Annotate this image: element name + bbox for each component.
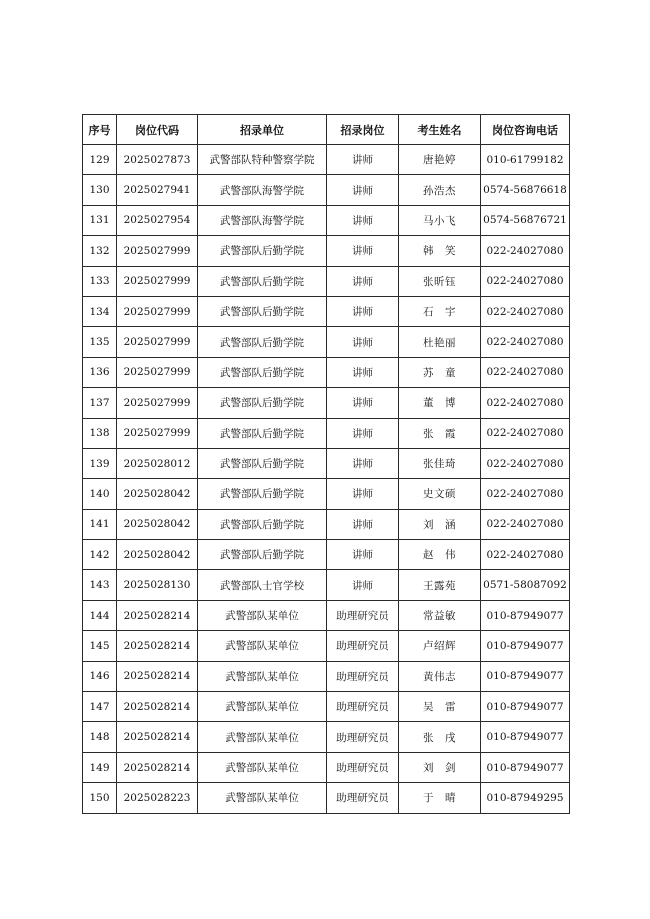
table-row	[83, 692, 570, 722]
table-row	[83, 722, 570, 752]
cell-index: 144	[83, 600, 117, 630]
cell-phone: 010-87949295	[481, 783, 570, 813]
cell-recruiting-unit: 武警部队后勤学院	[198, 296, 327, 326]
table-row	[83, 205, 570, 235]
cell-position-code: 2025028042	[117, 540, 198, 570]
table-row	[83, 448, 570, 478]
cell-position: 讲师	[327, 448, 399, 478]
cell-position: 讲师	[327, 175, 399, 205]
cell-position: 讲师	[327, 418, 399, 448]
cell-position: 助理研究员	[327, 600, 399, 630]
cell-candidate-name: 张 霞	[399, 418, 481, 448]
table-row	[83, 388, 570, 418]
cell-candidate-name: 黄伟志	[399, 661, 481, 691]
table-row	[83, 479, 570, 509]
table-row	[83, 783, 570, 813]
cell-recruiting-unit: 武警部队后勤学院	[198, 236, 327, 266]
table-row	[83, 145, 570, 175]
header-position: 招录岗位	[327, 115, 399, 145]
cell-phone: 022-24027080	[481, 357, 570, 387]
cell-position: 助理研究员	[327, 661, 399, 691]
cell-recruiting-unit: 武警部队某单位	[198, 661, 327, 691]
cell-position-code: 2025027999	[117, 236, 198, 266]
cell-index: 135	[83, 327, 117, 357]
cell-position: 助理研究员	[327, 783, 399, 813]
cell-recruiting-unit: 武警部队后勤学院	[198, 418, 327, 448]
cell-position-code: 2025028042	[117, 509, 198, 539]
cell-candidate-name: 唐艳婷	[399, 145, 481, 175]
cell-phone: 022-24027080	[481, 448, 570, 478]
table-row	[83, 631, 570, 661]
cell-candidate-name: 刘 剑	[399, 752, 481, 782]
table-row	[83, 296, 570, 326]
table-header	[83, 115, 570, 145]
cell-index: 134	[83, 296, 117, 326]
cell-position-code: 2025027954	[117, 205, 198, 235]
table-body	[83, 145, 570, 814]
cell-recruiting-unit: 武警部队士官学校	[198, 570, 327, 600]
cell-position: 讲师	[327, 388, 399, 418]
cell-phone: 022-24027080	[481, 236, 570, 266]
cell-position-code: 2025027999	[117, 418, 198, 448]
table-row	[83, 540, 570, 570]
cell-position-code: 2025028214	[117, 752, 198, 782]
cell-recruiting-unit: 武警部队后勤学院	[198, 266, 327, 296]
cell-index: 130	[83, 175, 117, 205]
cell-position: 讲师	[327, 296, 399, 326]
cell-position: 讲师	[327, 236, 399, 266]
cell-index: 141	[83, 509, 117, 539]
cell-position-code: 2025027999	[117, 388, 198, 418]
cell-position: 讲师	[327, 357, 399, 387]
cell-candidate-name: 韩 笑	[399, 236, 481, 266]
table-row	[83, 327, 570, 357]
cell-index: 143	[83, 570, 117, 600]
cell-position-code: 2025028042	[117, 479, 198, 509]
cell-recruiting-unit: 武警部队某单位	[198, 600, 327, 630]
cell-candidate-name: 赵 伟	[399, 540, 481, 570]
cell-index: 147	[83, 692, 117, 722]
candidate-table	[82, 114, 570, 814]
cell-index: 138	[83, 418, 117, 448]
cell-candidate-name: 石 宇	[399, 296, 481, 326]
cell-phone: 010-87949077	[481, 752, 570, 782]
table-row	[83, 752, 570, 782]
table-row	[83, 570, 570, 600]
table-row	[83, 266, 570, 296]
cell-candidate-name: 苏 童	[399, 357, 481, 387]
cell-position: 讲师	[327, 327, 399, 357]
cell-index: 149	[83, 752, 117, 782]
cell-recruiting-unit: 武警部队某单位	[198, 631, 327, 661]
cell-candidate-name: 王露苑	[399, 570, 481, 600]
cell-candidate-name: 马小飞	[399, 205, 481, 235]
cell-index: 150	[83, 783, 117, 813]
cell-position-code: 2025028130	[117, 570, 198, 600]
cell-candidate-name: 刘 涵	[399, 509, 481, 539]
cell-position: 助理研究员	[327, 722, 399, 752]
cell-recruiting-unit: 武警部队后勤学院	[198, 357, 327, 387]
header-phone: 岗位咨询电话	[481, 115, 570, 145]
cell-phone: 0574-56876618	[481, 175, 570, 205]
cell-position-code: 2025028223	[117, 783, 198, 813]
cell-recruiting-unit: 武警部队某单位	[198, 783, 327, 813]
cell-index: 131	[83, 205, 117, 235]
cell-candidate-name: 常益敏	[399, 600, 481, 630]
table-row	[83, 236, 570, 266]
cell-recruiting-unit: 武警部队某单位	[198, 692, 327, 722]
cell-index: 146	[83, 661, 117, 691]
cell-position-code: 2025027999	[117, 266, 198, 296]
cell-candidate-name: 张昕钰	[399, 266, 481, 296]
cell-recruiting-unit: 武警部队后勤学院	[198, 388, 327, 418]
cell-phone: 0574-56876721	[481, 205, 570, 235]
cell-position: 讲师	[327, 145, 399, 175]
cell-phone: 010-87949077	[481, 631, 570, 661]
cell-index: 139	[83, 448, 117, 478]
cell-recruiting-unit: 武警部队海警学院	[198, 205, 327, 235]
cell-candidate-name: 史文硕	[399, 479, 481, 509]
cell-phone: 022-24027080	[481, 296, 570, 326]
cell-recruiting-unit: 武警部队后勤学院	[198, 479, 327, 509]
table-row	[83, 175, 570, 205]
cell-candidate-name: 张 戌	[399, 722, 481, 752]
cell-index: 137	[83, 388, 117, 418]
cell-position: 助理研究员	[327, 631, 399, 661]
cell-position-code: 2025027999	[117, 327, 198, 357]
cell-position-code: 2025027873	[117, 145, 198, 175]
cell-candidate-name: 于 晴	[399, 783, 481, 813]
cell-position-code: 2025027941	[117, 175, 198, 205]
cell-phone: 022-24027080	[481, 418, 570, 448]
cell-recruiting-unit: 武警部队后勤学院	[198, 327, 327, 357]
cell-recruiting-unit: 武警部队海警学院	[198, 175, 327, 205]
cell-phone: 010-87949077	[481, 600, 570, 630]
cell-phone: 022-24027080	[481, 327, 570, 357]
cell-candidate-name: 孙浩杰	[399, 175, 481, 205]
cell-phone: 010-87949077	[481, 661, 570, 691]
cell-phone: 022-24027080	[481, 540, 570, 570]
cell-phone: 010-87949077	[481, 692, 570, 722]
cell-candidate-name: 董 博	[399, 388, 481, 418]
header-candidate-name: 考生姓名	[399, 115, 481, 145]
cell-phone: 022-24027080	[481, 388, 570, 418]
cell-index: 132	[83, 236, 117, 266]
cell-index: 148	[83, 722, 117, 752]
cell-candidate-name: 卢绍辉	[399, 631, 481, 661]
cell-position: 讲师	[327, 509, 399, 539]
header-index: 序号	[83, 115, 117, 145]
cell-position-code: 2025028012	[117, 448, 198, 478]
cell-position: 讲师	[327, 266, 399, 296]
cell-candidate-name: 吴 雷	[399, 692, 481, 722]
cell-position-code: 2025028214	[117, 661, 198, 691]
cell-index: 136	[83, 357, 117, 387]
cell-index: 140	[83, 479, 117, 509]
cell-phone: 0571-58087092	[481, 570, 570, 600]
cell-recruiting-unit: 武警部队特种警察学院	[198, 145, 327, 175]
cell-position: 助理研究员	[327, 692, 399, 722]
cell-phone: 010-87949077	[481, 722, 570, 752]
cell-position: 讲师	[327, 540, 399, 570]
cell-position: 讲师	[327, 479, 399, 509]
cell-position: 助理研究员	[327, 752, 399, 782]
cell-index: 133	[83, 266, 117, 296]
cell-recruiting-unit: 武警部队某单位	[198, 752, 327, 782]
cell-recruiting-unit: 武警部队后勤学院	[198, 540, 327, 570]
cell-candidate-name: 张佳琦	[399, 448, 481, 478]
cell-position-code: 2025028214	[117, 600, 198, 630]
cell-index: 145	[83, 631, 117, 661]
cell-candidate-name: 杜艳丽	[399, 327, 481, 357]
table-row	[83, 357, 570, 387]
cell-recruiting-unit: 武警部队某单位	[198, 722, 327, 752]
cell-position: 讲师	[327, 205, 399, 235]
cell-phone: 010-61799182	[481, 145, 570, 175]
header-position-code: 岗位代码	[117, 115, 198, 145]
cell-recruiting-unit: 武警部队后勤学院	[198, 509, 327, 539]
table-row	[83, 600, 570, 630]
cell-phone: 022-24027080	[481, 479, 570, 509]
header-row	[83, 115, 570, 145]
cell-position-code: 2025028214	[117, 722, 198, 752]
cell-position-code: 2025028214	[117, 631, 198, 661]
cell-index: 129	[83, 145, 117, 175]
cell-position-code: 2025028214	[117, 692, 198, 722]
table-row	[83, 418, 570, 448]
cell-index: 142	[83, 540, 117, 570]
cell-position-code: 2025027999	[117, 357, 198, 387]
cell-position: 讲师	[327, 570, 399, 600]
cell-phone: 022-24027080	[481, 266, 570, 296]
cell-phone: 022-24027080	[481, 509, 570, 539]
cell-recruiting-unit: 武警部队后勤学院	[198, 448, 327, 478]
header-recruiting-unit: 招录单位	[198, 115, 327, 145]
cell-position-code: 2025027999	[117, 296, 198, 326]
table-row	[83, 509, 570, 539]
table-row	[83, 661, 570, 691]
